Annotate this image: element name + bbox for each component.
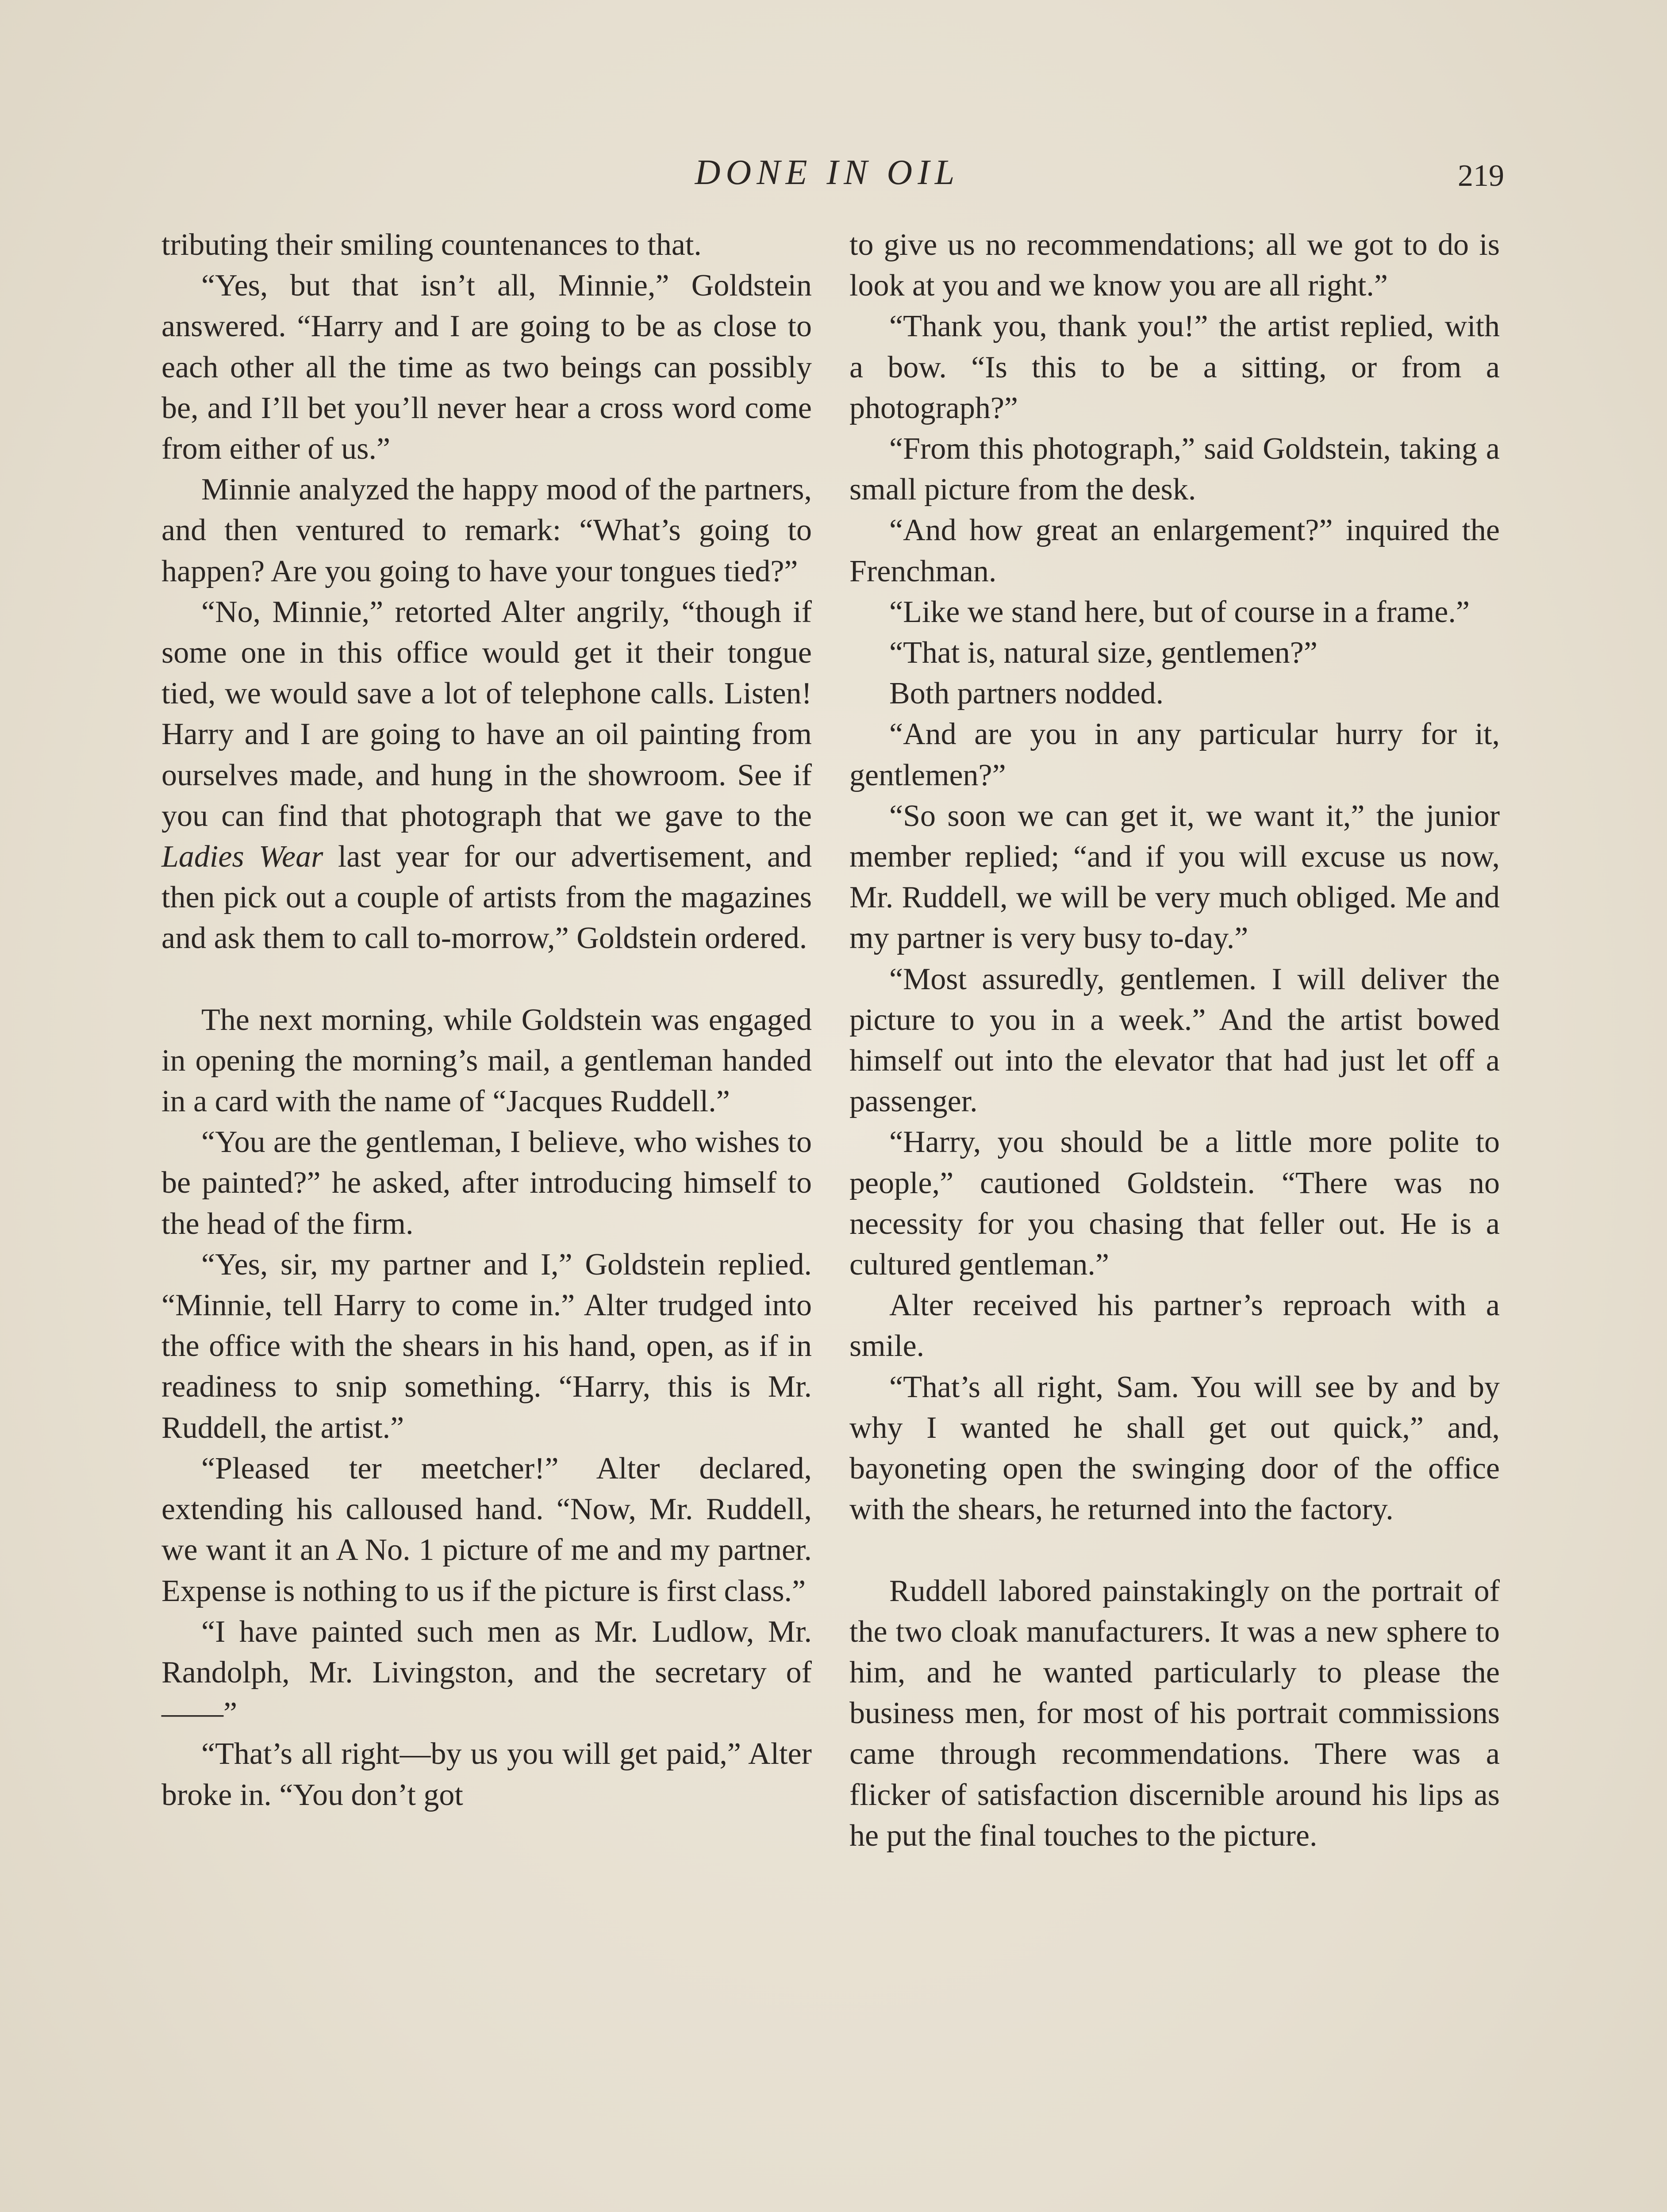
paragraph: “That’s all right, Sam. You will see by and by why I wanted he shall get out quick,” and, bayoneting open the swinging door of the office with the shears, he returned into the factory.: [849, 1370, 1500, 1527]
paragraph: “That’s all right—by us you will get paid,” Alter broke in. “You don’t got: [161, 1737, 812, 1812]
paragraph: “That is, natural size, gentlemen?”: [889, 636, 1317, 670]
paragraph: “Like we stand here, but of course in a frame.”: [889, 595, 1470, 629]
paragraph: “And are you in any particular hurry for it, gentlemen?”: [849, 717, 1500, 792]
paragraph: [161, 592, 812, 959]
paragraph: “From this photograph,” said Goldstein, taking a small picture from the desk.: [849, 432, 1500, 507]
paragraph: Both partners nodded.: [889, 676, 1164, 711]
paragraph: Alter received his partner’s reproach with a smile.: [849, 1288, 1500, 1363]
paragraph: “Pleased ter meetcher!” Alter declared, extending his calloused hand. “Now, Mr. Ruddell, we want it an A No. 1 picture of me and my partner. Expense is nothing to us if the picture is first class.”: [161, 1451, 812, 1608]
paragraph: “Thank you, thank you!” the artist replied, with a bow. “Is this to be a sitting, or from a photograph?”: [849, 309, 1500, 425]
text-column-right: [849, 225, 1500, 1856]
paragraph-text: “No, Minnie,” retorted Alter angrily, “though if some one in this office would get it their tongue tied, we would save a lot of telephone calls. Listen! Harry and I are going to have an oil painting from ourselves made, and hung in the showroom. See if you can find that photograph that we gave to the: [161, 595, 812, 833]
paragraph: “And how great an enlargement?” inquired the Frenchman.: [849, 513, 1500, 588]
publication-title: Ladies Wear: [161, 840, 323, 874]
paragraph: “Most assuredly, gentlemen. I will deliver the picture to you in a week.” And the artist bowed himself out into the elevator that had just let off a passenger.: [849, 962, 1500, 1119]
paragraph: The next morning, while Goldstein was engaged in opening the morning’s mail, a gentleman handed in a card with the name of “Jacques Ruddell.”: [161, 1002, 812, 1119]
paragraph: Minnie analyzed the happy mood of the partners, and then ventured to remark: “What’s going to happen? Are you going to have your tongues tied?”: [161, 472, 812, 588]
text-column-left: [161, 225, 812, 1816]
paragraph: tributing their smiling countenances to that.: [161, 228, 702, 262]
paragraph: “Yes, but that isn’t all, Minnie,” Goldstein answered. “Harry and I are going to be as close to each other all the time as two beings can possibly be, and I’ll bet you’ll never hear a cross word come from either of us.”: [161, 269, 812, 466]
page-header: [0, 148, 1667, 201]
paragraph: “So soon we can get it, we want it,” the junior member replied; “and if you will excuse us now, Mr. Ruddell, we will be very much obliged. Me and my partner is very busy to-day.”: [849, 799, 1500, 956]
paragraph: Ruddell labored painstakingly on the portrait of the two cloak manufacturers. It was a new sphere to him, and he wanted particularly to please the business men, for most of his portrait commissions came through recommendations. There was a flicker of satisfaction discernible around his lips as he put the final touches to the picture.: [849, 1574, 1500, 1853]
paragraph: to give us no recommendations; all we got to do is look at you and we know you are all right.”: [849, 228, 1500, 303]
paragraph-text: last year for our advertisement, and then pick out a couple of artists from the magazines and ask them to call to-morrow,” Goldstein ordered.: [161, 840, 812, 956]
page-number: 219: [1458, 159, 1504, 193]
paragraph: “Yes, sir, my partner and I,” Goldstein replied. “Minnie, tell Harry to come in.” Alter trudged into the office with the shears in his hand, open, as if in readiness to snip something. “Harry, this is Mr. Ruddell, the artist.”: [161, 1247, 812, 1445]
paragraph: “Harry, you should be a little more polite to people,” cautioned Goldstein. “There was no necessity for you chasing that feller out. He is a cultured gentleman.”: [849, 1125, 1500, 1282]
paragraph: “I have painted such men as Mr. Ludlow, Mr. Randolph, Mr. Livingston, and the secretary of——”: [161, 1614, 812, 1731]
running-title: DONE IN OIL: [695, 153, 960, 192]
paragraph: “You are the gentleman, I believe, who wishes to be painted?” he asked, after introducing himself to the head of the firm.: [161, 1125, 812, 1241]
